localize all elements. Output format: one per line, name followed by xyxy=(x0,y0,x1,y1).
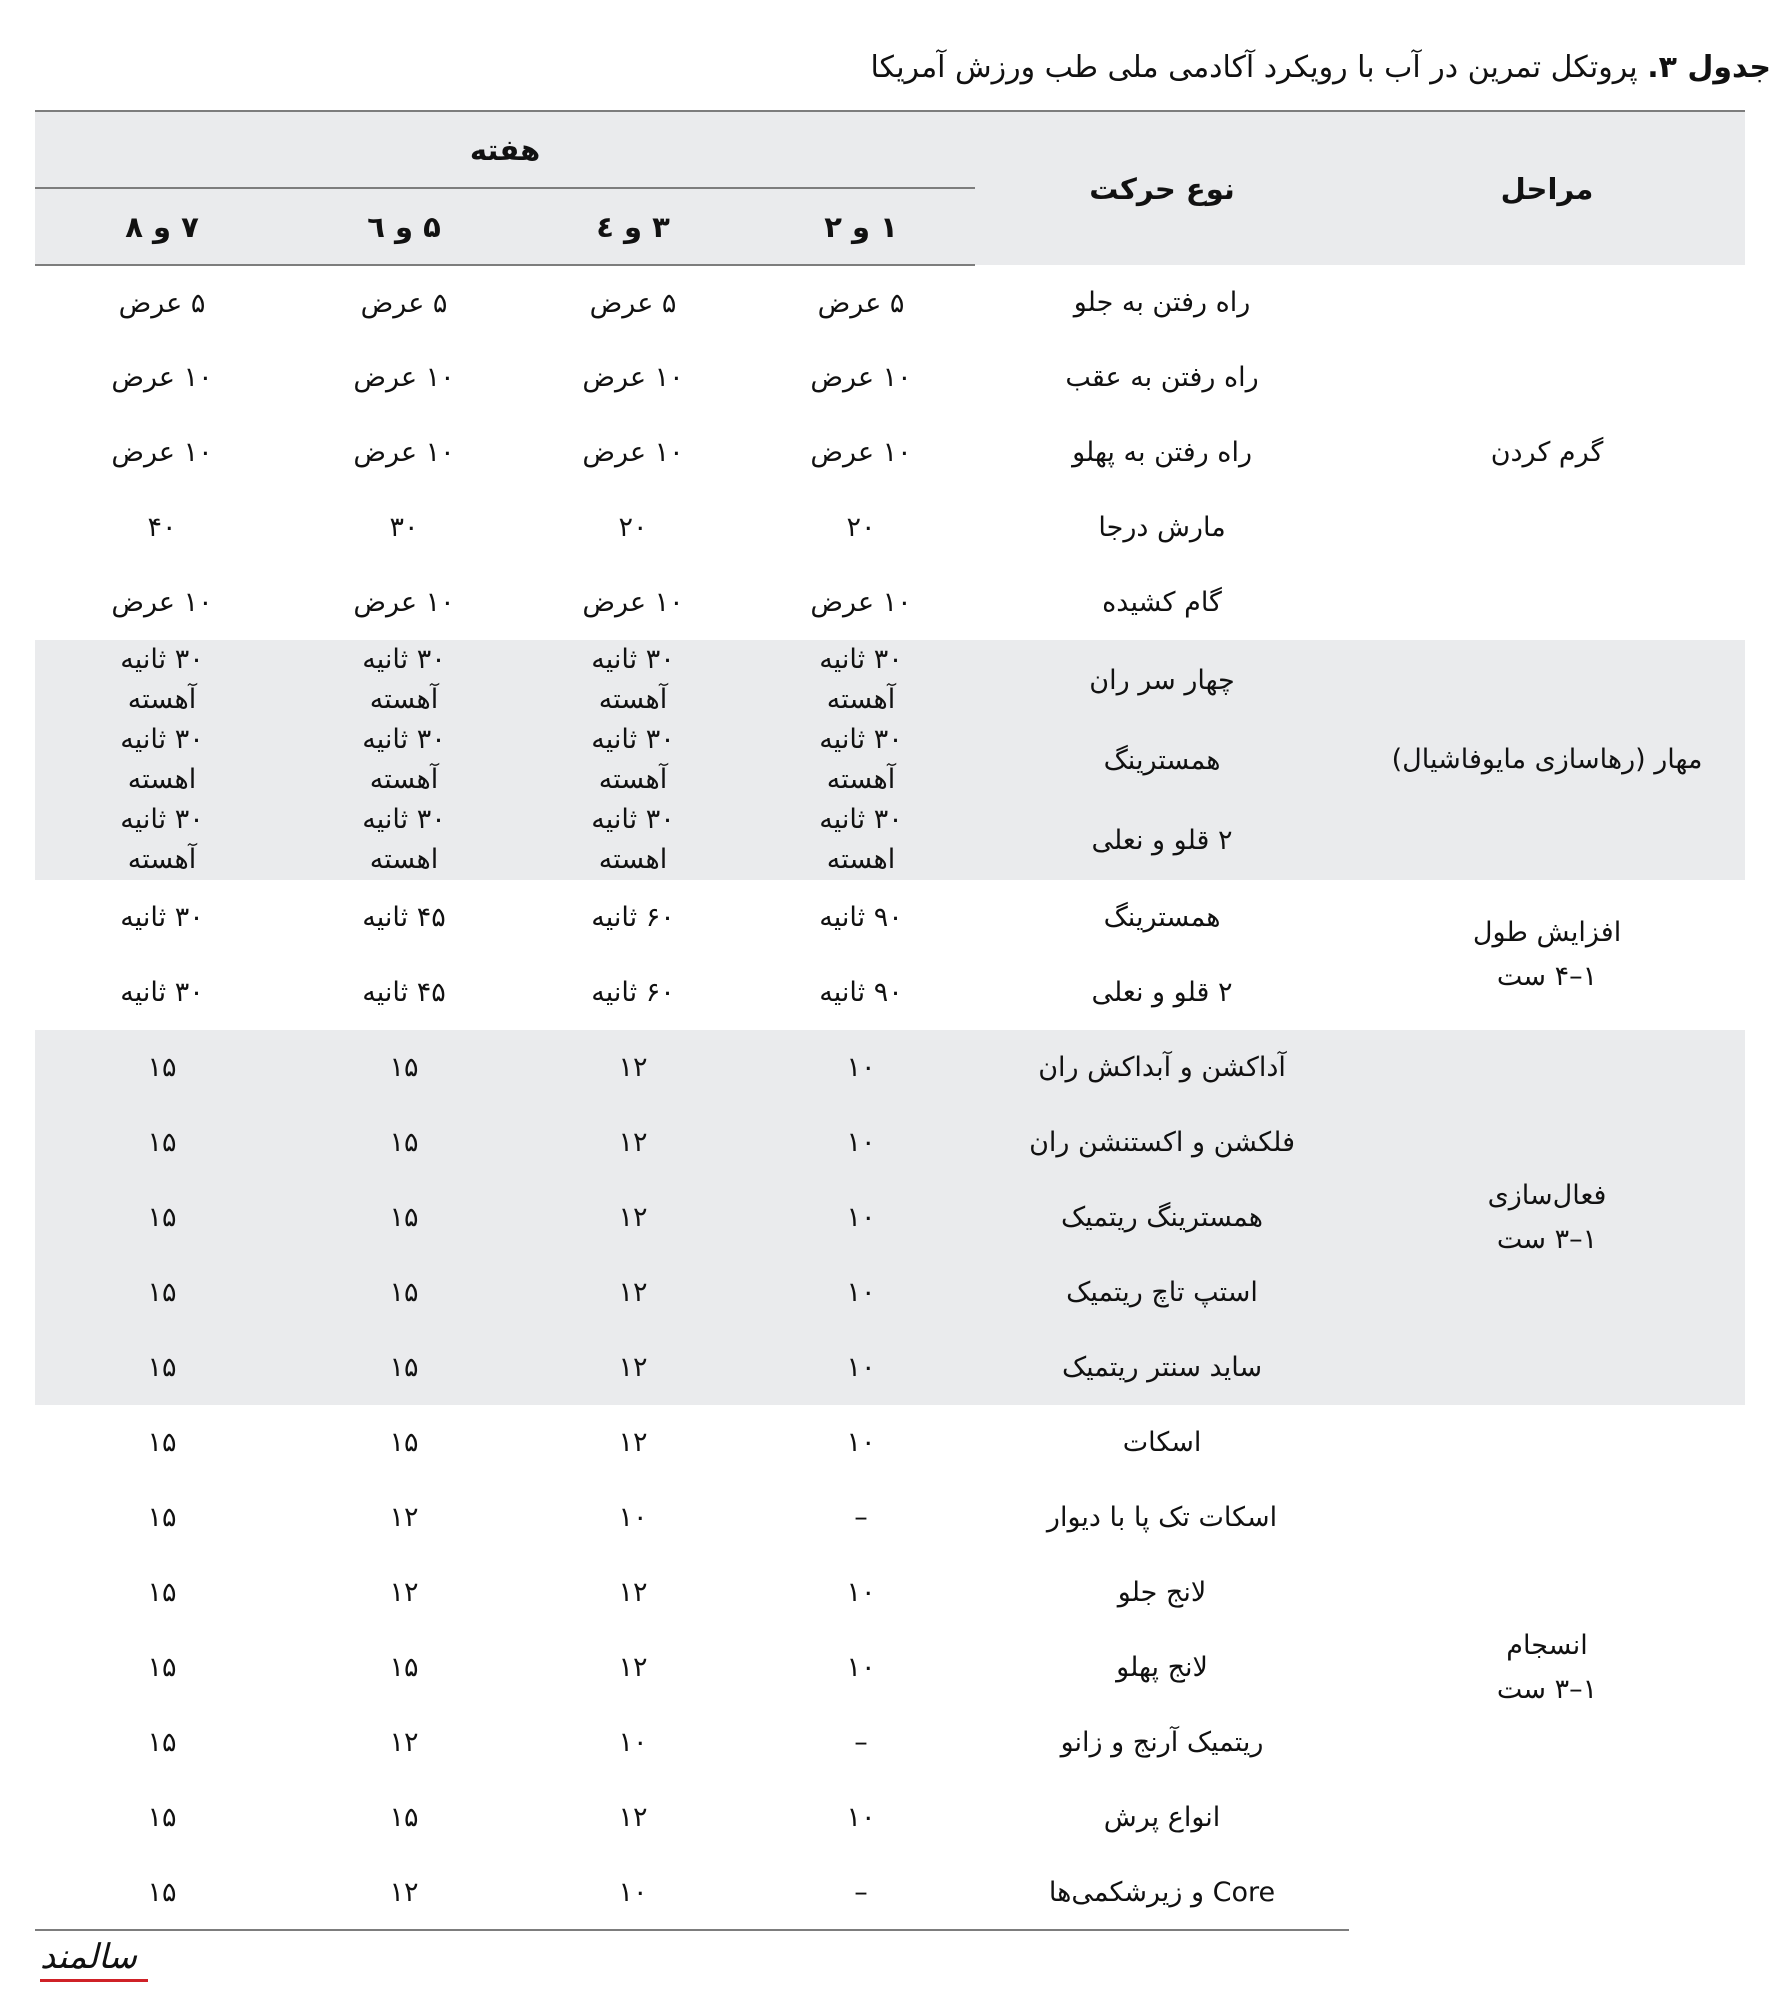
stage-cell: گرم کردن xyxy=(1490,436,1604,468)
caption-label: جدول ۳. xyxy=(1647,50,1771,85)
stage-sets: ۱–۴ ست xyxy=(1496,961,1598,992)
value-cell: ۱۵ xyxy=(389,1652,419,1683)
value-cell: ۵ عرض xyxy=(589,287,677,319)
value-cell xyxy=(289,800,519,880)
value-cell xyxy=(519,800,747,880)
movement-cell: راه رفتن به جلو xyxy=(1073,287,1251,318)
value-cell: ۵ عرض xyxy=(360,287,448,319)
value-cell: ۱۰ xyxy=(846,1427,876,1458)
value-duration: ۳۰ ثانیه xyxy=(362,804,446,835)
value-pace: آهسته xyxy=(127,844,197,875)
value-cell: ۵ عرض xyxy=(817,287,905,319)
value-cell: ۱۲ xyxy=(519,1030,747,1105)
value-cell: ۱۲ xyxy=(289,1855,519,1930)
value-pace: آهسته xyxy=(369,684,439,715)
value-cell: ۱۰ xyxy=(618,1727,648,1758)
value-duration: ۳۰ ثانیه xyxy=(819,724,903,755)
protocol-table xyxy=(35,110,1745,1931)
value-cell: ۶۰ ثانیه xyxy=(591,977,675,1008)
value-cell: ۶۰ ثانیه xyxy=(591,902,675,933)
value-cell: ۱۰ عرض xyxy=(810,587,912,618)
value-pace: اهسته xyxy=(369,844,439,875)
stage-sets: ۱–۳ ست xyxy=(1496,1673,1598,1705)
header-stages: مراحل xyxy=(1349,111,1745,265)
movement-cell: ساید سنتر ریتمیک xyxy=(975,1330,1349,1405)
value-duration: ۳۰ ثانیه xyxy=(120,724,204,755)
movement-cell: لانج جلو xyxy=(1117,1577,1207,1608)
stage-title: افزایش طول xyxy=(1472,917,1622,948)
value-duration: ۳۰ ثانیه xyxy=(819,804,903,835)
value-cell: – xyxy=(854,1502,868,1533)
movement-cell: انواع پرش xyxy=(1103,1802,1221,1833)
movement-cell: راه رفتن به عقب xyxy=(1065,362,1259,393)
value-cell: ۳۰ ثانیه xyxy=(120,977,204,1008)
value-pace: آهسته xyxy=(598,684,668,715)
value-cell: ۱۰ xyxy=(846,1577,876,1608)
value-cell: ۱۵ xyxy=(389,1427,419,1458)
value-cell: ۱۵ xyxy=(289,1180,519,1255)
header-week-1-2: ۱ و ۲ xyxy=(747,188,975,265)
value-cell xyxy=(289,640,519,720)
value-cell xyxy=(35,720,289,800)
value-cell: ۱۰ عرض xyxy=(582,437,684,468)
value-cell: ۴۵ ثانیه xyxy=(362,902,446,933)
value-duration: ۳۰ ثانیه xyxy=(120,644,204,675)
value-cell: ۱۵ xyxy=(35,1330,289,1405)
value-cell: ۱۲ xyxy=(519,1180,747,1255)
value-cell: ۴۵ ثانیه xyxy=(362,977,446,1008)
value-cell: ۱۵ xyxy=(289,1030,519,1105)
value-cell: ۱۰ عرض xyxy=(111,437,213,468)
value-cell: ۱۵ xyxy=(147,1502,177,1533)
group-activation xyxy=(35,1030,1745,1405)
value-cell: ۱۵ xyxy=(289,1255,519,1330)
table-caption xyxy=(31,44,1771,92)
value-cell: ۱۰ عرض xyxy=(353,437,455,468)
stage-title: فعال‌سازی xyxy=(1487,1179,1607,1211)
value-cell: ۱۵ xyxy=(147,1577,177,1608)
movement-cell: اسکات xyxy=(1122,1427,1202,1458)
value-cell: ۱۰ xyxy=(846,1652,876,1683)
value-cell: ۱۲ xyxy=(618,1427,648,1458)
table-row xyxy=(35,640,1745,720)
value-cell: ۳۰ xyxy=(389,512,419,543)
value-cell: ۴۰ xyxy=(147,512,177,543)
value-pace: اهسته xyxy=(598,844,668,875)
movement-cell: ۲ قلو و نعلی xyxy=(975,800,1349,880)
value-cell: ۱۰ عرض xyxy=(111,587,213,618)
value-cell: ۱۵ xyxy=(147,1802,177,1833)
value-cell: ۱۲ xyxy=(519,1105,747,1180)
value-cell: ۱۲ xyxy=(618,1652,648,1683)
movement-cell: اسکات تک پا با دیوار xyxy=(1046,1502,1278,1533)
value-pace: آهسته xyxy=(826,684,896,715)
value-cell: ۱۲ xyxy=(618,1802,648,1833)
value-cell: ۱۵ xyxy=(147,1727,177,1758)
logo-underline xyxy=(40,1979,148,1982)
value-cell: ۱۵ xyxy=(289,1105,519,1180)
header-movement: نوع حرکت xyxy=(975,111,1349,265)
value-cell: ۱۰ عرض xyxy=(810,362,912,393)
value-duration: ۳۰ ثانیه xyxy=(591,644,675,675)
value-cell: ۱۰ xyxy=(747,1255,975,1330)
value-cell: ۱۲ xyxy=(519,1330,747,1405)
movement-cell: فلکشن و اکستنشن ران xyxy=(975,1105,1349,1180)
value-cell: ۱۰ عرض xyxy=(582,587,684,618)
value-cell: ۹۰ ثانیه xyxy=(819,902,903,933)
value-duration: ۳۰ ثانیه xyxy=(362,644,446,675)
value-cell: ۱۰ عرض xyxy=(353,362,455,393)
movement-cell: آداکشن و آبداکش ران xyxy=(975,1030,1349,1105)
value-cell: ۱۰ xyxy=(747,1030,975,1105)
value-cell: ۵ عرض xyxy=(118,287,206,319)
table-row xyxy=(35,1405,1745,1480)
movement-cell: ۲ قلو و نعلی xyxy=(1091,977,1233,1008)
movement-cell: همسترینگ ریتمیک xyxy=(975,1180,1349,1255)
value-cell: ۹۰ ثانیه xyxy=(819,977,903,1008)
value-cell: ۱۵ xyxy=(35,1105,289,1180)
value-cell: ۱۰ xyxy=(747,1330,975,1405)
value-cell: ۱۵ xyxy=(147,1427,177,1458)
stage-cell xyxy=(1349,1030,1745,1405)
value-cell: ۱۰ xyxy=(747,1180,975,1255)
table-header xyxy=(35,111,1745,265)
value-cell: ۲۰ xyxy=(846,512,876,543)
value-cell: ۱۰ xyxy=(618,1502,648,1533)
value-pace: آهسته xyxy=(127,684,197,715)
value-cell: ۱۲ xyxy=(389,1577,419,1608)
value-pace: اهسته xyxy=(127,764,197,795)
group-warmup xyxy=(35,265,1745,640)
stage-cell: مهار (رهاسازی مایوفاشیال) xyxy=(1349,640,1745,880)
group-myofascial xyxy=(35,640,1745,880)
table-row xyxy=(35,265,1745,340)
value-cell: ۱۵ xyxy=(35,1855,289,1930)
value-cell: ۱۰ عرض xyxy=(582,362,684,393)
movement-cell: همسترینگ xyxy=(1103,902,1221,933)
value-cell xyxy=(35,640,289,720)
value-cell: – xyxy=(854,1727,868,1758)
logo-wordmark: سالمند xyxy=(40,1937,137,1977)
value-cell: ۲۰ xyxy=(618,512,648,543)
value-cell: ۱۰ xyxy=(846,1802,876,1833)
value-cell: ۱۵ xyxy=(289,1330,519,1405)
value-cell: ۱۲ xyxy=(519,1255,747,1330)
value-cell: ۱۰ xyxy=(519,1855,747,1930)
value-duration: ۳۰ ثانیه xyxy=(591,724,675,755)
caption-text: پروتکل تمرین در آب با رویکرد آکادمی ملی طب ورزش آمریکا xyxy=(870,50,1638,85)
movement-cell: Core و زیرشکمی‌ها xyxy=(975,1855,1349,1930)
stage-sets: ۱–۳ ست xyxy=(1496,1223,1598,1255)
value-pace: آهسته xyxy=(598,764,668,795)
value-cell: ۱۵ xyxy=(35,1180,289,1255)
movement-cell: همسترینگ xyxy=(975,720,1349,800)
value-cell: ۳۰ ثانیه xyxy=(120,902,204,933)
value-duration: ۳۰ ثانیه xyxy=(362,724,446,755)
value-cell: ۱۲ xyxy=(389,1727,419,1758)
value-cell xyxy=(747,800,975,880)
header-week-7-8: ۷ و ۸ xyxy=(35,188,289,265)
value-cell: ۱۵ xyxy=(389,1802,419,1833)
value-cell: ۱۰ عرض xyxy=(353,587,455,618)
value-cell: ۱۰ عرض xyxy=(111,362,213,393)
group-integration xyxy=(35,1405,1745,1930)
movement-cell: راه رفتن به پهلو xyxy=(1072,437,1252,468)
movement-cell: لانج پهلو xyxy=(1116,1652,1208,1683)
value-cell: – xyxy=(747,1855,975,1930)
value-cell xyxy=(289,720,519,800)
movement-cell: گام کشیده xyxy=(1102,587,1222,618)
movement-cell: استپ تاچ ریتمیک xyxy=(975,1255,1349,1330)
header-week-3-4: ۳ و ٤ xyxy=(519,188,747,265)
stage-cell xyxy=(1349,1405,1745,1930)
header-weeks: هفته xyxy=(35,111,975,188)
movement-cell: مارش درجا xyxy=(1098,512,1226,543)
stage-title: انسجام xyxy=(1506,1629,1588,1661)
value-cell: ۱۵ xyxy=(35,1255,289,1330)
value-cell: ۱۰ عرض xyxy=(810,437,912,468)
value-cell: ۱۵ xyxy=(35,1030,289,1105)
movement-cell: ریتمیک آرنج و زانو xyxy=(1060,1727,1264,1758)
group-lengthening xyxy=(35,880,1745,1030)
value-cell: ۱۰ xyxy=(747,1105,975,1180)
value-cell: ۱۲ xyxy=(618,1577,648,1608)
stage-cell xyxy=(1349,880,1745,1030)
journal-logo xyxy=(36,1935,148,1985)
table-row xyxy=(35,880,1745,955)
value-cell xyxy=(35,800,289,880)
value-cell xyxy=(747,640,975,720)
value-cell xyxy=(519,640,747,720)
value-duration: ۳۰ ثانیه xyxy=(591,804,675,835)
value-cell: ۱۵ xyxy=(147,1652,177,1683)
value-pace: آهسته xyxy=(826,764,896,795)
value-cell xyxy=(519,720,747,800)
value-cell: ۱۲ xyxy=(389,1502,419,1533)
value-duration: ۳۰ ثانیه xyxy=(819,644,903,675)
value-pace: اهسته xyxy=(826,844,896,875)
movement-cell: چهار سر ران xyxy=(975,640,1349,720)
value-pace: آهسته xyxy=(369,764,439,795)
value-cell xyxy=(747,720,975,800)
header-week-5-6: ۵ و ٦ xyxy=(289,188,519,265)
table-row xyxy=(35,1030,1745,1105)
value-duration: ۳۰ ثانیه xyxy=(120,804,204,835)
